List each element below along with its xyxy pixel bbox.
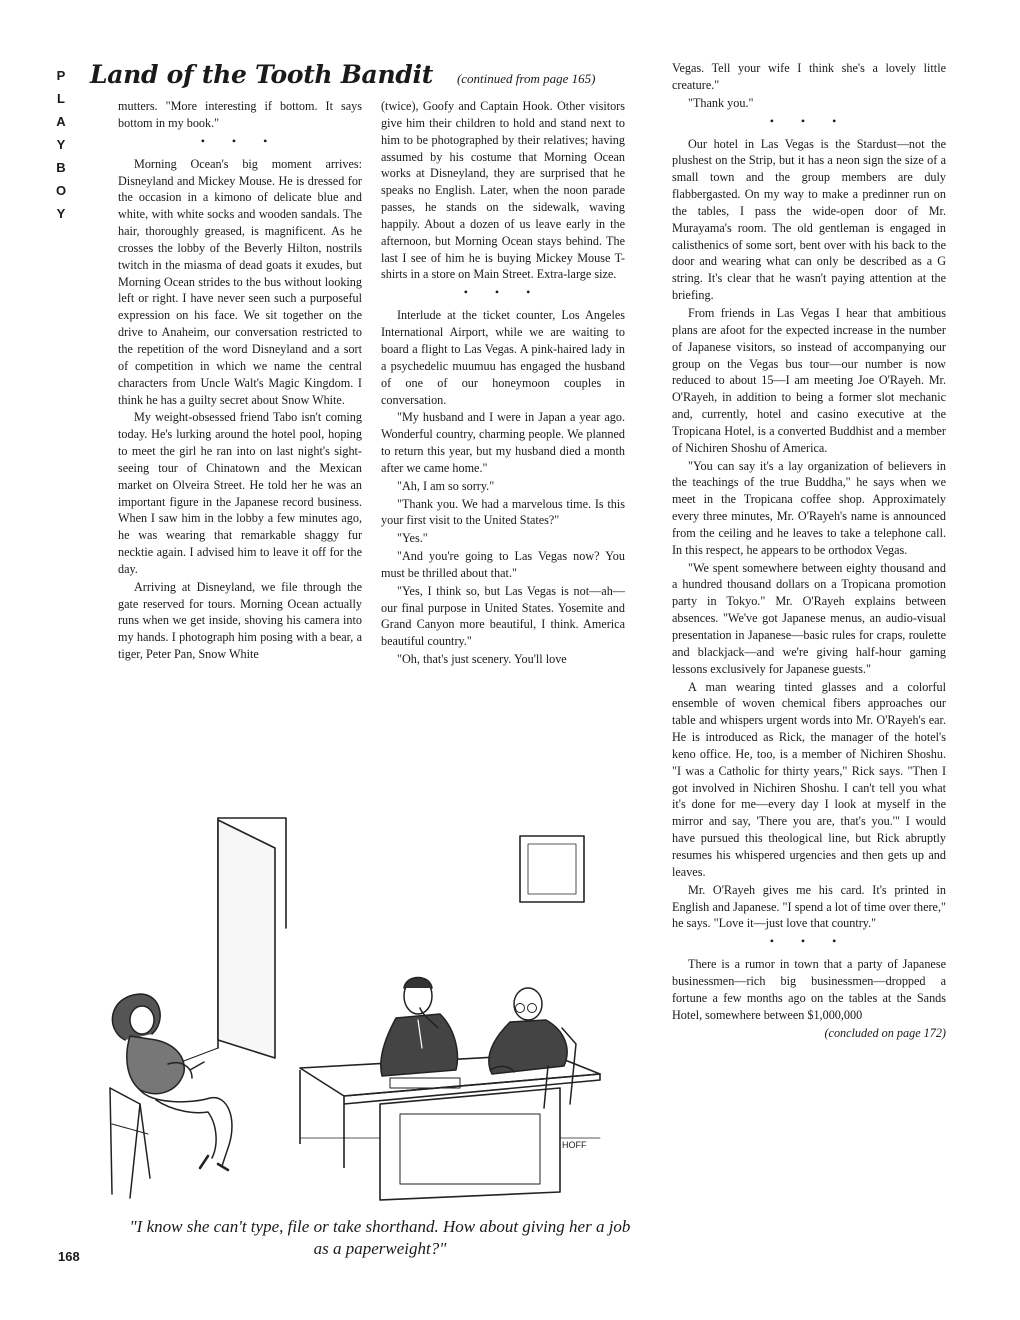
paragraph: mutters. "More interesting if bottom. It says bottom in my book.": [118, 99, 362, 130]
masthead-letter: Y: [56, 206, 66, 221]
paragraph: "Ah, I am so sorry.": [397, 478, 495, 493]
cartoon-desk: [300, 1054, 600, 1200]
paragraph: My weight-obsessed friend Tabo isn't coming today. He's lurking around the hotel pool, hoping to meet the girl he ran into on last night's sight-seeing tour of Chinatown and the Mexican market on Olveira Street. He told her he was an important figure in the Japanese record business. When I saw him in the lobby a few minutes ago, he was wearing that remarkable shaggy fur necktie again. I advised him to leave it off for the day.: [118, 410, 362, 576]
paragraph: "You can say it's a lay organization of believers in the teachings of the true Buddha," he says when we meet in the Tropicana coffee shop. Approximately every three minutes, Mr. O'Rayeh's name is announced from the ceiling and he leaves to take a telephone call. In this respect, he appears to be orthodox Vegas.: [672, 458, 946, 557]
section-separator: • • •: [200, 133, 280, 148]
masthead-letter: P: [56, 68, 66, 83]
paragraph: (twice), Goofy and Captain Hook. Other visitors give him their children to hold and stand next to him to be photographed by their relatives; having assumed by his costume that Morning Ocean works at Disneyland, they are surprised that he speaks no English. Later, when the noon parade passes, he stands on the sidewalk, waving happily. About a dozen of us leave early in the afternoon, but Morning Ocean stays behind. The last I see of him he is buying Mickey Mouse T-shirts in a store on Main Street. Extra-large size.: [381, 99, 625, 282]
cartoon-caption: "I know she can't type, file or take shorthand. How about giving her a job as a paperweight?": [129, 1217, 631, 1258]
paragraph: "Yes, I think so, but Las Vegas is not—ah—our final purpose in United States. Yosemite and Grand Canyon more beautiful, I think. America beautiful country.": [381, 583, 625, 649]
paragraph: "Oh, that's just scenery. You'll love: [397, 652, 567, 667]
masthead-letter: A: [56, 114, 66, 129]
cartoon-boss-figure: [381, 978, 458, 1077]
paragraph: Morning Ocean's big moment arrives: Disneyland and Mickey Mouse. He is dressed for the occasion in a kimono of delicate blue and white, with white socks and wooden sandals. The hair, thoroughly greased, is magnificent. As he crosses the lobby of the Beverly Hilton, nostrils twitch in the miasma of dead goats it exudes, but Morning Ocean strides to the bus without looking left or right. I have never seen such a purposeful expression on his face. We sit together on the drive to Anaheim, our conversation restricted to the repetition of the word Disneyland and a sort of competition in which we name the central characters from Uncle Walt's Magic Kingdom. I think he has a guilty secret about Snow White.: [118, 156, 362, 407]
paragraph: "Thank you.": [688, 95, 754, 110]
continued-from-note: (continued from page 165): [456, 71, 596, 86]
masthead-letter: L: [57, 91, 65, 106]
section-separator: • • •: [769, 113, 849, 128]
text-column-2: [381, 98, 625, 669]
paragraph: "And you're going to Las Vegas now? You must be thrilled about that.": [381, 549, 625, 580]
paragraph: "My husband and I were in Japan a year ago. Wonderful country, charming people. We planned to return this year, but my husband died a month after we came home.": [381, 410, 625, 475]
paragraph: Vegas. Tell your wife I think she's a lovely little creature.": [672, 61, 946, 92]
magazine-masthead-vertical: [52, 64, 70, 225]
cartoonist-signature: HOFF: [562, 1140, 587, 1150]
article-title: Land of the Tooth Bandit: [90, 60, 433, 89]
concluded-on-note: (concluded on page 172): [824, 1025, 946, 1040]
paragraph: A man wearing tinted glasses and a colorful ensemble of woven chemical fibers approaches our table and whispers urgent words into Mr. O'Rayeh's ear. He is introduced as Rick, the manager of the hotel's keno office. He, too, is a member of Nichiren Shoshu. "I was a Catholic for thirty years," Rick says. "Then I got involved in Nichiren Shoshu. I can't tell you what it's done for me—every day I look at myself in the mirror and say, 'There you are, that's you.'" I would have pursued this theological line, but Rick abruptly resumes his whispered urgencies and then gets up and leaves.: [672, 679, 946, 879]
paragraph: From friends in Las Vegas I hear that ambitious plans are afoot for the expected increase in the number of Japanese visitors, so instead of accompanying our group on the Vegas bus tour—our number is now reduced to about 15—I am meeting Joe O'Rayeh. Mr. O'Rayeh, in addition to being a former slot mechanic and, currently, hotel and casino executive at the Tropicana Hotel, is a converted Buddhist and a member of Nichiren Shoshu of America.: [672, 305, 946, 455]
masthead-letter: O: [55, 183, 67, 198]
paragraph: Arriving at Disneyland, we file through the gate reserved for tours. Morning Ocean actually runs when we get inside, shoving his camera into my hands. I photograph him posing with a bear, a tiger, Peter Pan, Snow White: [118, 579, 362, 662]
cartoon-illustration: [100, 808, 640, 1208]
paragraph: "We spent somewhere between eighty thousand and a hundred thousand dollars on a Tropicana promotion party in Tokyo." Mr. O'Rayeh explains between absences. "We've got Japanese menus, an audio-visual presentation in Japanese—basic rules for craps, roulette and blackjack—and we're giving half-hour gaming lessons exclusively for Japanese guests.": [672, 560, 946, 676]
masthead-letter: B: [56, 160, 66, 175]
article-headline: [90, 60, 595, 96]
paragraph: Interlude at the ticket counter, Los Angeles International Airport, while we are waiting to board a flight to Las Vegas. A pink-haired lady in a psychedelic muumuu has engaged the husband of one of our honeymoon couples in conversation.: [381, 308, 625, 407]
paragraph: "Thank you. We had a marvelous time. Is this your first visit to the United States?": [381, 496, 625, 528]
paragraph: Our hotel in Las Vegas is the Stardust—not the plushest on the Strip, but it has a neon sign the size of a small town and the group members are duly flabbergasted. On my way to make a predinner run on the tables, I pass the wide-open door of Mr. Murayama's room. The old gentleman is engaged in calisthenics of some sort, bent over with his back to the door and wearing what can only be described as a G string. It's clear that he wasn't paying attention at the briefing.: [672, 136, 946, 303]
page-number: 168: [58, 1249, 80, 1264]
paragraph: Mr. O'Rayeh gives me his card. It's printed in English and Japanese. "I spend a lot of time over there," he says. "Love it—just love that country.": [672, 882, 946, 931]
section-separator: • • •: [463, 285, 543, 300]
section-separator: • • •: [769, 934, 849, 949]
cartoon-secretary-figure: [110, 994, 232, 1198]
text-column-3: [672, 60, 946, 1042]
masthead-letter: Y: [56, 137, 66, 152]
paragraph: There is a rumor in town that a party of Japanese businessmen—rich big businessmen—dropped a fortune a few months ago on the tables at the Sands Hotel, somewhere between $1,000,000: [672, 957, 946, 1022]
text-column-1: [118, 98, 362, 664]
paragraph: "Yes.": [397, 531, 428, 546]
